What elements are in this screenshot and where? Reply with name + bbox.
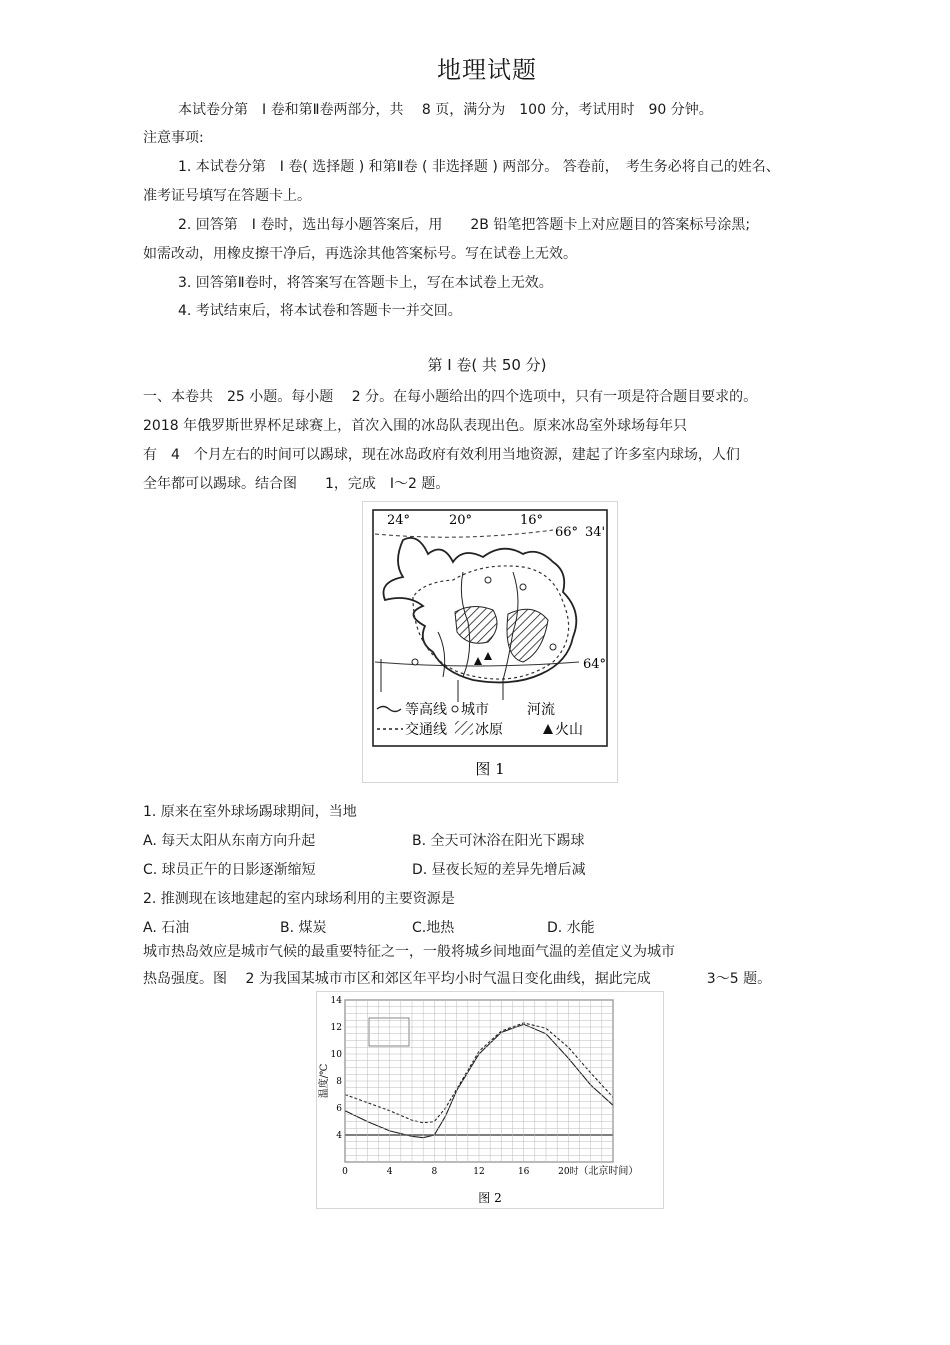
x-axis-label: （北京时间） — [578, 1166, 639, 1177]
q1-option-b: B. 全天可沐浴在阳光下踢球 — [412, 833, 585, 849]
note-line-6: 4. 考试结束后，将本试卷和答题卡一并交回。 — [178, 303, 462, 319]
longitude-label-16: 16° — [520, 513, 544, 528]
section-intro: 一、本卷共 25 小题。每小题 2 分。在每小题给出的四个选项中，只有一项是符合题目要求的。 — [143, 389, 758, 405]
x-tick-label: 16 — [517, 1167, 530, 1177]
city-marker-3 — [412, 659, 418, 665]
q1-option-a: A. 每天太阳从东南方向升起 — [143, 833, 316, 849]
ice-cap-1 — [455, 606, 497, 643]
legend-city-label: 城市 — [461, 702, 489, 718]
x-tick-label: 0 — [342, 1167, 348, 1177]
temperature-chart-svg — [317, 992, 663, 1208]
note-line-4: 如需改动，用橡皮擦干净后，再选涂其他答案标号。写在试卷上无效。 — [143, 246, 577, 262]
latitude-label-64: 64° — [583, 657, 607, 672]
volcano-marker-1 — [484, 652, 492, 660]
legend-box — [369, 1018, 409, 1046]
q1-option-c: C. 球员正午的日影逐渐缩短 — [143, 862, 316, 878]
figure-1-caption: 图 1 — [475, 760, 505, 778]
y-tick-label: 10 — [330, 1050, 342, 1060]
city-marker-2 — [550, 644, 556, 650]
city-marker-1 — [485, 577, 491, 583]
legend-river-label: 河流 — [527, 702, 555, 718]
page-title: 地理试题 — [437, 56, 537, 84]
section-title: 第 Ⅰ 卷( 共 50 分) — [427, 356, 547, 374]
river-3 — [438, 632, 445, 677]
legend-road-label: 交通线 — [405, 722, 447, 738]
y-tick-label: 12 — [330, 1023, 342, 1033]
q2-stem: 2. 推测现在该地建起的室内球场利用的主要资源是 — [143, 891, 455, 907]
x-tick-label: 20时 — [558, 1167, 579, 1177]
legend-ice-icon — [455, 721, 473, 735]
legend-city-icon — [452, 706, 458, 712]
passage1-line-1: 2018 年俄罗斯世界杯足球赛上，首次入围的冰岛队表现出色。原来冰岛室外球场每年只 — [143, 418, 688, 434]
legend-volcano-icon — [543, 724, 553, 734]
x-tick-label: 8 — [431, 1167, 438, 1177]
q1-option-d: D. 昼夜长短的差异先增后减 — [412, 862, 586, 878]
longitude-label-24: 24° — [387, 513, 411, 528]
ice-cap-2 — [507, 609, 548, 662]
x-tick-label: 4 — [386, 1167, 393, 1177]
iceland-map-svg — [363, 502, 617, 782]
legend-contour-icon — [377, 707, 401, 712]
city-marker-4 — [520, 584, 526, 590]
q2-option-a: A. 石油 — [143, 920, 190, 936]
note-line-5: 3. 回答第Ⅱ卷时，将答案写在答题卡上，写在本试卷上无效。 — [178, 275, 553, 291]
passage2-line-2: 热岛强度。图 2 为我国某城市市区和郊区年平均小时气温日变化曲线，据此完成 3～5 题。 — [143, 971, 772, 987]
y-tick-label: 6 — [336, 1104, 342, 1114]
q2-option-b: B. 煤炭 — [280, 920, 327, 936]
intro-text: 本试卷分第 Ⅰ 卷和第Ⅱ卷两部分，共 8 页，满分为 100 分，考试用时 90 分钟。 — [178, 102, 713, 118]
volcano-marker-2 — [474, 657, 482, 665]
latitude-label-66: 66° — [555, 525, 579, 540]
x-tick-label: 12 — [473, 1167, 485, 1177]
y-tick-label: 8 — [336, 1077, 342, 1087]
q2-option-c: C.地热 — [412, 920, 455, 936]
notes-heading: 注意事项: — [143, 130, 204, 146]
figure-2-caption: 图 2 — [478, 1191, 502, 1205]
note-line-2: 准考证号填写在答题卡上。 — [143, 188, 311, 204]
passage1-line-2: 有 4 个月左右的时间可以踢球，现在冰岛政府有效利用当地资源，建起了许多室内球场，人们 — [143, 447, 740, 463]
passage1-line-3: 全年都可以踢球。结合图 1，完成 Ⅰ～2 题。 — [143, 476, 450, 492]
legend-ice-label: 冰原 — [475, 722, 503, 738]
note-line-1: 1. 本试卷分第 Ⅰ 卷( 选择题 ) 和第Ⅱ卷 ( 非选择题 ) 两部分。 答卷前， 考生务必将自己的姓名、 — [178, 159, 780, 175]
latitude-label-34: 34' — [585, 525, 606, 540]
legend-contour-label: 等高线 — [405, 702, 447, 718]
y-axis-label: 温度/℃ — [319, 1063, 330, 1099]
passage2-line-1: 城市热岛效应是城市气候的最重要特征之一，一般将城乡间地面气温的差值定义为城市 — [143, 944, 675, 960]
figure-2-chart — [316, 991, 664, 1209]
latitude-line-66 — [375, 530, 553, 537]
y-tick-label: 4 — [336, 1131, 342, 1141]
q2-option-d: D. 水能 — [547, 920, 595, 936]
note-line-3: 2. 回答第 Ⅰ 卷时，选出每小题答案后，用 2B 铅笔把答题卡上对应题目的答案标号涂黑; — [178, 217, 751, 233]
longitude-label-20: 20° — [449, 513, 473, 528]
legend-volcano-label: 火山 — [555, 722, 583, 738]
q1-stem: 1. 原来在室外球场踢球期间，当地 — [143, 804, 357, 820]
y-tick-label: 14 — [330, 996, 342, 1006]
figure-1-map — [362, 501, 618, 783]
